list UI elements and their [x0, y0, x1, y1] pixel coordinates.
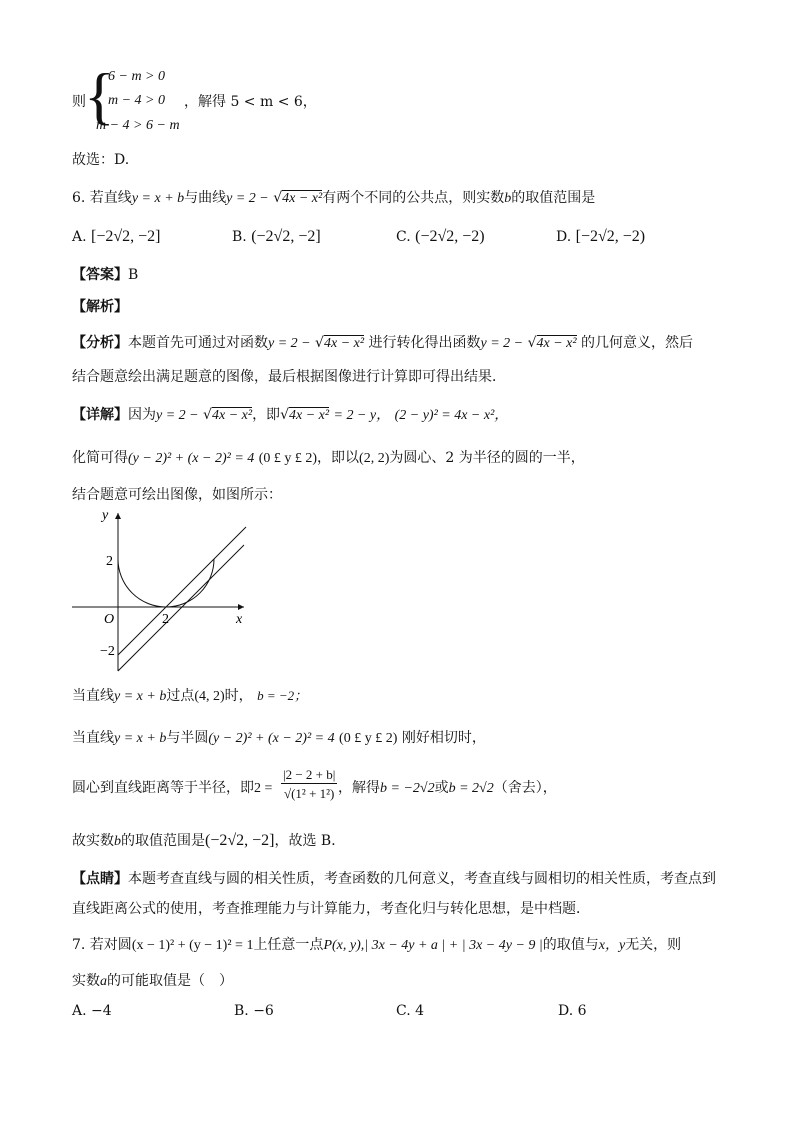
- q7-option-d: D. 6: [558, 1003, 587, 1019]
- fraction-denominator: √(1² + 1²): [283, 786, 335, 801]
- choice-d: 故选：D.: [72, 152, 130, 168]
- distance-fraction: [281, 766, 337, 803]
- q6-option-c: C. (−2√2, −2): [396, 228, 485, 245]
- semicircle-curve: [118, 559, 214, 607]
- system-line-1: 6 − m > 0: [108, 69, 166, 84]
- q6-analysis-tag: 【解析】: [72, 299, 128, 315]
- fenxi-line-2: 结合题意绘出满足题意的图像，最后根据图像进行计算即可得出结果．: [72, 369, 506, 385]
- system-line-2: m − 4 > 0: [108, 93, 166, 108]
- tick-y-2: 2: [106, 554, 113, 569]
- q6-option-a: A. [−2√2, −2]: [72, 228, 161, 245]
- ze-label: 则: [72, 94, 86, 110]
- q7-option-a: A. −4: [72, 1003, 112, 1019]
- q7-stem-2: 实数a的可能取值是（ ）: [72, 973, 233, 989]
- xiangjie-line-4: 当直线y = x + b过点(4, 2)时， b = −2；: [72, 688, 308, 704]
- dianjing-line-2: 直线距离公式的使用，考查推理能力与计算能力，考查化归与转化思想，是中档题．: [72, 901, 590, 917]
- xiangjie-line-5: 当直线y = x + b与半圆(y − 2)² + (x − 2)² = 4 (0 £ y £ 2) 刚好相切时，: [72, 730, 486, 746]
- q6-option-b: B. (−2√2, −2]: [232, 228, 321, 245]
- q6-figure: [68, 505, 258, 675]
- origin-label: O: [104, 612, 115, 627]
- q7-option-c: C. 4: [396, 1003, 425, 1019]
- q7-stem-1: 7. 若对圆(x − 1)² + (y − 1)² = 1上任意一点P(x, y),| 3x − 4y + a | + | 3x − 4y − 9 |的取值与x，y无关，则: [72, 937, 682, 953]
- xiangjie-line-2: 化简可得(y − 2)² + (x − 2)² = 4 (0 £ y £ 2)，即以(2, 2)为圆心、2 为半径的圆的一半，: [72, 450, 585, 466]
- xiangjie-line-1: 【详解】因为y = 2 − √4x − x²，即√4x − x² = 2 − y， (2 − y)² = 4x − x²，: [72, 407, 509, 423]
- fenxi-line-1: 【分析】本题首先可通过对函数y = 2 − √4x − x² 进行转化得出函数y = 2 − √4x − x² 的几何意义，然后: [72, 335, 694, 351]
- xiangjie-line-6b: ，解得b = −2√2或b = 2√2（舍去），: [338, 780, 557, 796]
- line-b-minus-2: [118, 527, 246, 655]
- solve-result: ，解得 5 < m < 6，: [184, 94, 317, 110]
- xiangjie-line-6: 圆心到直线距离等于半径，即2 =: [72, 780, 273, 796]
- system-line-3: m − 4 > 6 − m: [96, 118, 180, 133]
- fraction-numerator: |2 − 2 + b|: [283, 767, 336, 782]
- x-axis-label: x: [236, 612, 243, 627]
- dianjing-line-1: 【点睛】本题考查直线与圆的相关性质，考查函数的几何意义，考查直线与圆相切的相关性质，考查点到: [72, 871, 716, 887]
- system-brace: {: [84, 60, 115, 131]
- q7-option-b: B. −6: [234, 1003, 274, 1019]
- q6-option-d: D. [−2√2, −2): [556, 228, 646, 245]
- y-axis-label: y: [102, 508, 109, 523]
- tick-y-minus-2: −2: [100, 644, 115, 659]
- xiangjie-line-3: 结合题意可绘出图像，如图所示：: [72, 487, 282, 503]
- q6-stem: 6. 若直线y = x + b与曲线y = 2 − √4x − x²有两个不同的公共点，则实数b的取值范围是: [72, 190, 596, 206]
- line-tangent: [118, 545, 244, 671]
- tick-x-2: 2: [162, 612, 169, 627]
- xiangjie-line-7: 故实数b的取值范围是(−2√2, −2]，故选 B．: [72, 832, 346, 849]
- q6-answer: 【答案】B: [72, 267, 139, 283]
